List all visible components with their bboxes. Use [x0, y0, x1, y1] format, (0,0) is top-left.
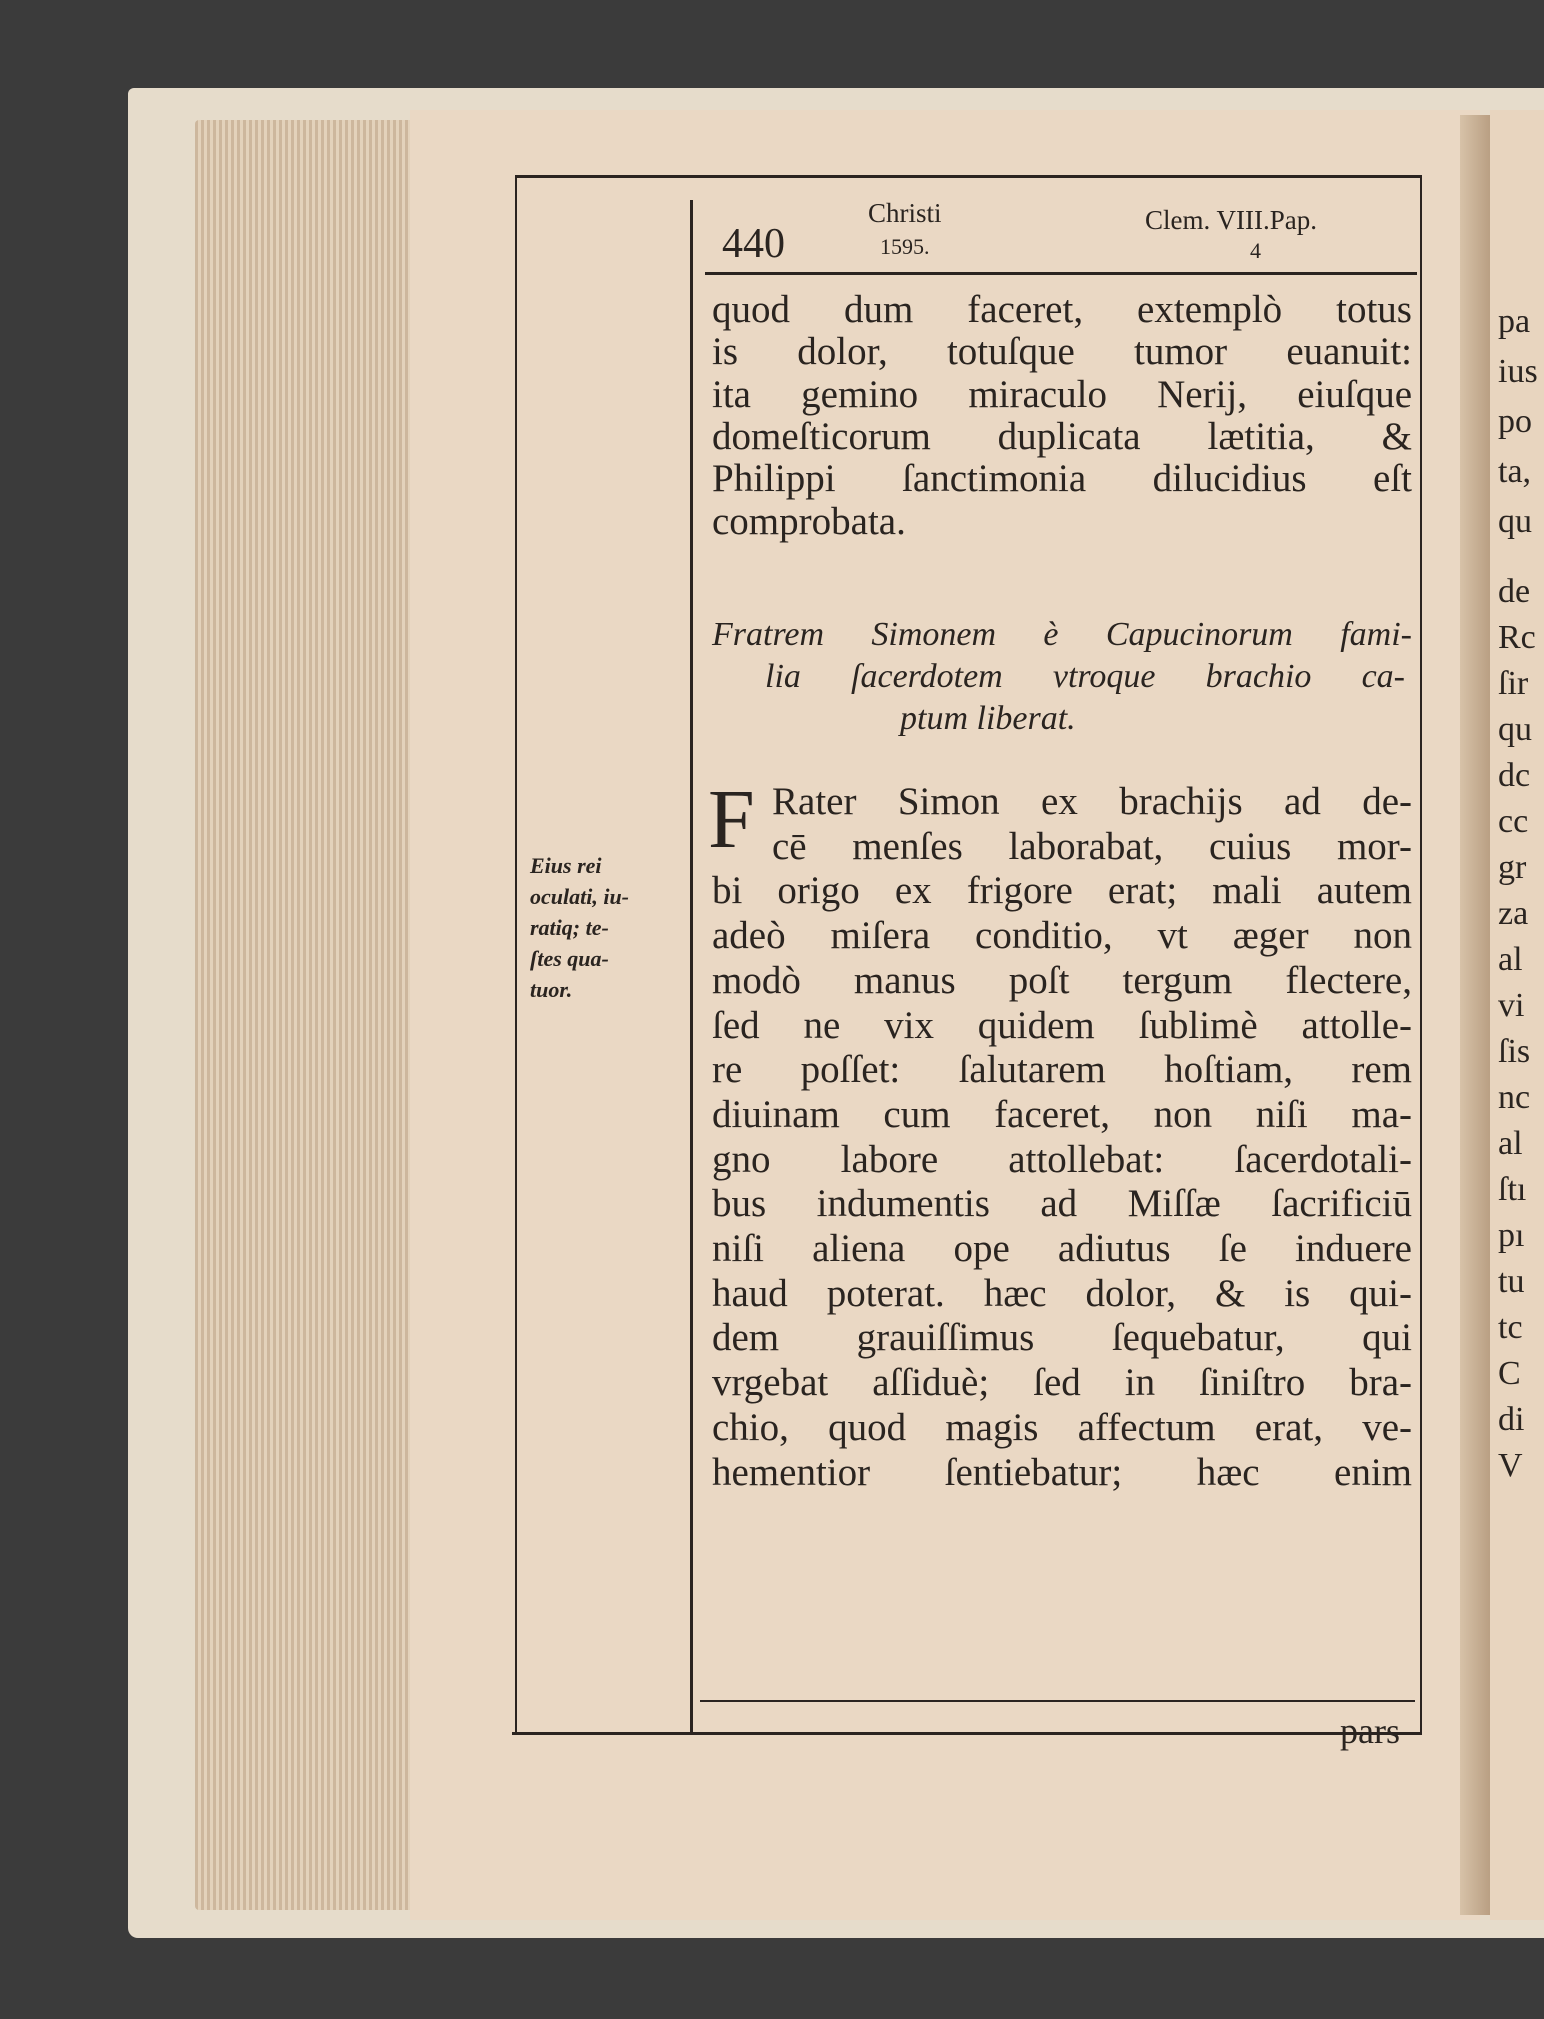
right-page-fragment: V [1498, 1447, 1523, 1484]
text-line: chio, quod magis affectum erat, ve- [712, 1405, 1412, 1449]
text-line: is dolor, totuſque tumor euanuit: [712, 330, 1412, 374]
margin-note-line: ratiq; te- [530, 915, 609, 940]
text-line: ſed ne vix quidem ſublimè attolle- [712, 1003, 1412, 1047]
right-page-fragment: qu [1498, 503, 1532, 540]
right-page-fragment: di [1498, 1401, 1525, 1438]
right-page-fragment: vi [1498, 987, 1525, 1024]
header-left-top: Christi [868, 198, 942, 228]
right-page-fragment: za [1498, 895, 1529, 932]
header-right-bottom: 4 [1250, 238, 1261, 263]
text-line: comprobata. [712, 499, 906, 543]
book-gutter [1460, 115, 1490, 1915]
margin-note-line: tuor. [530, 977, 573, 1002]
right-page-fragment: ſir [1498, 665, 1529, 702]
right-page-fragment: pa [1498, 303, 1531, 340]
right-page-fragment: pı [1498, 1217, 1525, 1254]
margin-divider [690, 200, 693, 1735]
right-page-fragment: ius [1498, 353, 1538, 390]
text-line: bus indumentis ad Miſſæ ſacrificiū [712, 1182, 1412, 1226]
right-page-fragment: tc [1498, 1309, 1523, 1346]
text-line: dem grauiſſimus ſequebatur, qui [712, 1316, 1412, 1360]
text-line: hementior ſentiebatur; hæc enim [712, 1450, 1412, 1494]
header-right-top: Clem. VIII.Pap. [1145, 205, 1317, 235]
text-line: domeſticorum duplicata lætitia, & [712, 414, 1412, 458]
right-page-fragment: ſis [1498, 1033, 1531, 1070]
right-page-fragment: ta, [1498, 453, 1532, 490]
right-page-fragment: po [1498, 403, 1532, 440]
text-line: gno labore attollebat: ſacerdotali- [712, 1137, 1412, 1181]
heading-line: ptum liberat. [900, 700, 1076, 737]
text-line: modò manus poſt tergum flectere, [712, 958, 1412, 1002]
right-page-fragment: Rc [1498, 619, 1536, 656]
text-line: re poſſet: ſalutarem hoſtiam, rem [712, 1048, 1412, 1092]
right-page-fragment: qu [1498, 711, 1532, 748]
text-line: diuinam cum faceret, non niſi ma- [712, 1092, 1412, 1136]
catchword: pars [1340, 1711, 1400, 1751]
right-page-fragment: ſtı [1498, 1171, 1527, 1208]
heading-line: Fratrem Simonem è Capucinorum fami- [712, 616, 1412, 653]
margin-note-line: Eius rei [530, 853, 602, 878]
right-page-fragment: de [1498, 573, 1531, 610]
right-page-fragment: cc [1498, 803, 1529, 840]
heading-line: lia ſacerdotem vtroque brachio ca- [765, 658, 1405, 695]
right-page-fragment: nc [1498, 1079, 1531, 1116]
text-line: cē menſes laborabat, cuius mor- [772, 824, 1412, 868]
bottom-rule [512, 1732, 1422, 1735]
top-rule [515, 175, 1420, 178]
drop-cap: F [708, 773, 755, 866]
right-page-fragment: al [1498, 1125, 1523, 1162]
page-edges [195, 120, 425, 1910]
text-line: Philippi ſanctimonia dilucidius eſt [712, 457, 1412, 501]
page-number: 440 [722, 221, 785, 267]
footer-rule [700, 1700, 1415, 1702]
right-page-fragment: al [1498, 941, 1523, 978]
header-left-bottom: 1595. [880, 234, 930, 259]
right-page-fragment: tu [1498, 1263, 1525, 1300]
margin-note-line: ſtes qua- [530, 946, 609, 971]
text-line: ita gemino miraculo Nerij, eiuſque [712, 372, 1412, 416]
header-rule [705, 272, 1417, 275]
text-line: haud poterat. hæc dolor, & is qui- [712, 1271, 1412, 1315]
text-line: adeò miſera conditio, vt æger non [712, 914, 1412, 958]
right-page-fragment: gr [1498, 849, 1527, 886]
margin-note-line: oculati, iu- [530, 884, 630, 909]
text-line: quod dum faceret, extemplò totus [712, 288, 1412, 331]
text-line: bi origo ex frigore erat; mali autem [712, 869, 1412, 913]
text-line: niſi aliena ope adiutus ſe induere [712, 1227, 1412, 1270]
text-line: vrgebat aſſiduè; ſed in ſiniſtro bra- [712, 1361, 1412, 1405]
right-page-fragment: dc [1498, 757, 1531, 794]
text-line: Rater Simon ex brachijs ad de- [772, 780, 1412, 823]
right-page-fragment: C [1498, 1355, 1521, 1392]
